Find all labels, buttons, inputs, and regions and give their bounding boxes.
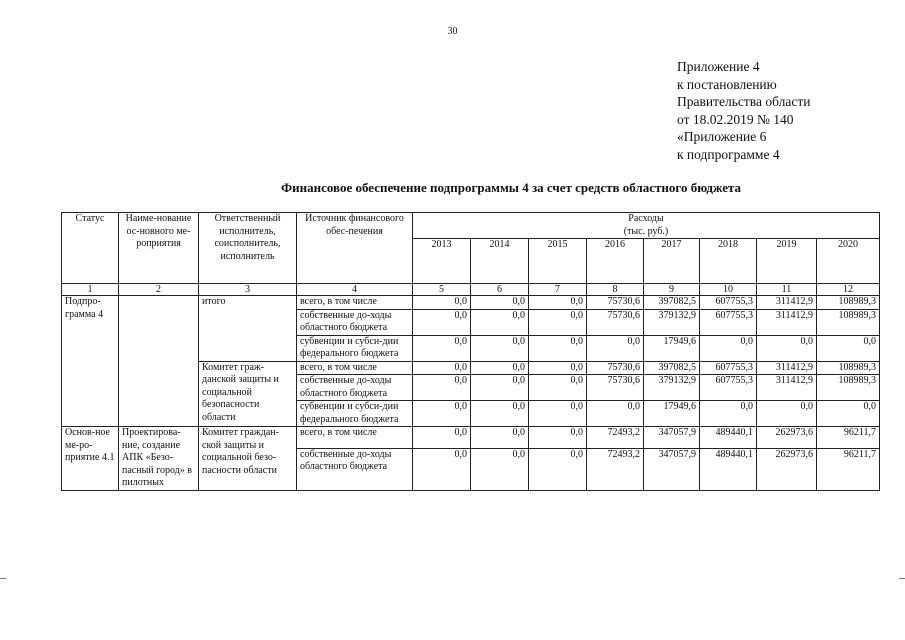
table-row [62,296,880,310]
header-status: Статус [62,213,119,284]
header-year: 2020 [817,239,880,284]
amount-cell: 0,0 [529,361,587,375]
appendix-line: к подпрограмме 4 [677,146,780,162]
amount-cell: 607755,3 [700,375,757,401]
header-expenses-label: Расходы [628,213,664,224]
status-cell: Подпро-грамма 4 [62,296,119,427]
amount-cell: 17949,6 [644,401,700,427]
column-number: 3 [199,284,297,296]
amount-cell: 397082,5 [644,296,700,310]
header-funding-source: Источник финансового обес-печения [297,213,413,284]
amount-cell: 0,0 [471,335,529,361]
funding-source-cell: субвенции и субси-дии федерального бюджета [297,401,413,427]
column-number: 7 [529,284,587,296]
column-number: 12 [817,284,880,296]
header-year: 2017 [644,239,700,284]
amount-cell: 0,0 [413,296,471,310]
header-activity-name: Наиме-нование ос-новного ме-роприятия [119,213,199,284]
appendix-line: Правительства области [677,94,811,109]
amount-cell: 262973,6 [757,448,817,490]
amount-cell: 75730,6 [587,309,644,335]
amount-cell: 311412,9 [757,309,817,335]
funding-source-cell: собственные до-ходы областного бюджета [297,375,413,401]
appendix-line: «Приложение 6 [677,129,767,144]
appendix-line: к постановлению [677,76,777,92]
funding-source-cell: собственные до-ходы областного бюджета [297,448,413,490]
amount-cell: 0,0 [471,401,529,427]
amount-cell: 108989,3 [817,309,880,335]
amount-cell: 0,0 [529,296,587,310]
amount-cell: 489440,1 [700,448,757,490]
column-number: 11 [757,284,817,296]
column-number: 1 [62,284,119,296]
amount-cell: 0,0 [471,296,529,310]
amount-cell: 311412,9 [757,375,817,401]
header-year: 2015 [529,239,587,284]
amount-cell: 311412,9 [757,296,817,310]
amount-cell: 96211,7 [817,427,880,449]
amount-cell: 108989,3 [817,296,880,310]
edge-mark [899,578,905,579]
amount-cell: 0,0 [413,401,471,427]
amount-cell: 0,0 [529,335,587,361]
header-expenses [413,213,880,239]
amount-cell: 262973,6 [757,427,817,449]
column-number-row [62,284,880,296]
amount-cell: 0,0 [413,448,471,490]
amount-cell: 0,0 [700,335,757,361]
header-year: 2019 [757,239,817,284]
header-year: 2018 [700,239,757,284]
amount-cell: 347057,9 [644,427,700,449]
amount-cell: 347057,9 [644,448,700,490]
amount-cell: 489440,1 [700,427,757,449]
column-number: 9 [644,284,700,296]
amount-cell: 0,0 [529,448,587,490]
amount-cell: 0,0 [529,375,587,401]
amount-cell: 17949,6 [644,335,700,361]
amount-cell: 0,0 [529,309,587,335]
amount-cell: 397082,5 [644,361,700,375]
header-year: 2014 [471,239,529,284]
executor-cell: итого [199,296,297,362]
document-title: Финансовое обеспечение подпрограммы 4 за счет средств областного бюджета [280,180,742,195]
amount-cell: 0,0 [471,427,529,449]
header-year: 2016 [587,239,644,284]
activity-name-cell [119,296,199,427]
activity-name-cell: Проектирова-ние, создание АПК «Безо-пасный город» в пилотных [119,427,199,491]
amount-cell: 96211,7 [817,448,880,490]
appendix-reference [677,58,810,163]
executor-cell: Комитет граж-данской защиты и социальной безопасности области [199,361,297,427]
column-number: 6 [471,284,529,296]
amount-cell: 0,0 [587,401,644,427]
status-cell: Основ-ное ме-ро-приятие 4.1 [62,427,119,491]
edge-mark [0,578,6,579]
amount-cell: 0,0 [471,448,529,490]
column-number: 4 [297,284,413,296]
amount-cell: 72493,2 [587,448,644,490]
header-executor: Ответственный исполнитель, соисполнитель, исполнитель [199,213,297,284]
funding-source-cell: всего, в том числе [297,427,413,449]
column-number: 8 [587,284,644,296]
amount-cell: 0,0 [817,401,880,427]
amount-cell: 0,0 [413,427,471,449]
amount-cell: 607755,3 [700,296,757,310]
amount-cell: 0,0 [529,427,587,449]
amount-cell: 108989,3 [817,375,880,401]
amount-cell: 379132,9 [644,375,700,401]
amount-cell: 379132,9 [644,309,700,335]
funding-source-cell: субвенции и субси-дии федерального бюджета [297,335,413,361]
amount-cell: 108989,3 [817,361,880,375]
table-row [62,427,880,449]
amount-cell: 0,0 [471,375,529,401]
table-body [62,296,880,491]
amount-cell: 0,0 [471,309,529,335]
header-year: 2013 [413,239,471,284]
funding-source-cell: всего, в том числе [297,296,413,310]
amount-cell: 311412,9 [757,361,817,375]
funding-source-cell: всего, в том числе [297,361,413,375]
amount-cell: 75730,6 [587,361,644,375]
amount-cell: 0,0 [700,401,757,427]
amount-cell: 75730,6 [587,296,644,310]
amount-cell: 72493,2 [587,427,644,449]
appendix-line: Приложение 4 [677,59,760,74]
financing-table [61,212,880,491]
funding-source-cell: собственные до-ходы областного бюджета [297,309,413,335]
amount-cell: 0,0 [529,401,587,427]
header-expenses-unit: (тыс. руб.) [623,225,669,237]
executor-cell: Комитет граждан-ской защиты и социальной безо-пасности области [199,427,297,491]
amount-cell: 607755,3 [700,361,757,375]
amount-cell: 0,0 [413,375,471,401]
amount-cell: 0,0 [587,335,644,361]
amount-cell: 0,0 [757,335,817,361]
amount-cell: 75730,6 [587,375,644,401]
appendix-line: от 18.02.2019 № 140 [677,111,794,127]
amount-cell: 0,0 [471,361,529,375]
column-number: 2 [119,284,199,296]
column-number: 5 [413,284,471,296]
amount-cell: 0,0 [757,401,817,427]
amount-cell: 0,0 [817,335,880,361]
amount-cell: 0,0 [413,309,471,335]
column-number: 10 [700,284,757,296]
amount-cell: 0,0 [413,335,471,361]
page-number: 30 [447,26,458,37]
amount-cell: 0,0 [413,361,471,375]
amount-cell: 607755,3 [700,309,757,335]
